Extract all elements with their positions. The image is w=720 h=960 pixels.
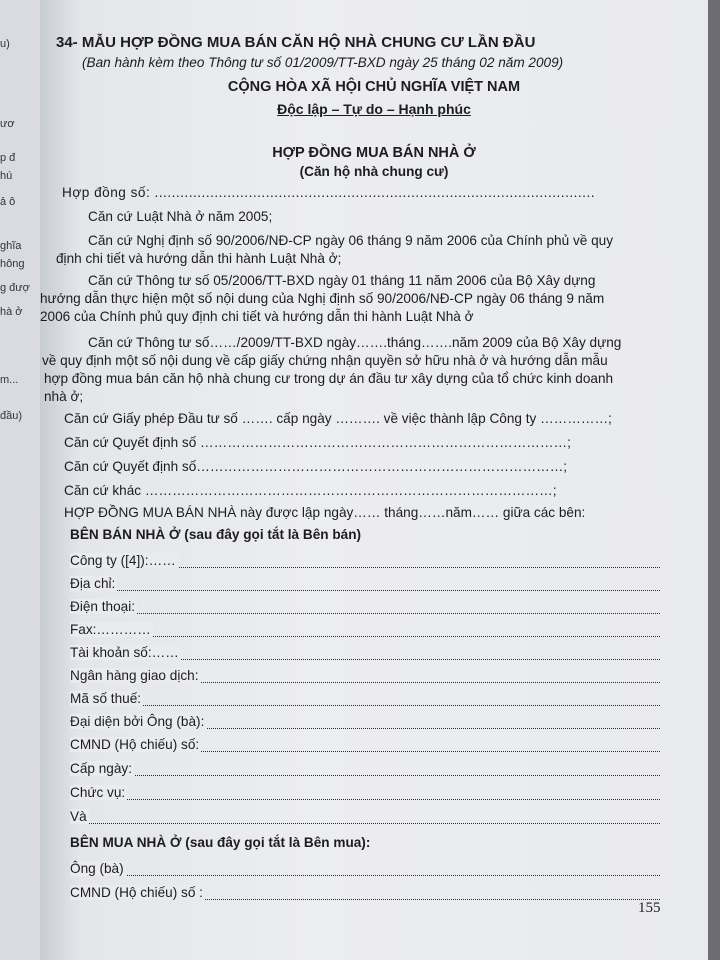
field-rule [70,705,660,706]
basis-line: hợp đồng mua bán căn hộ nhà chung cư trong dự án đầu tư xây dựng của tổ chức kinh doanh [44,371,614,386]
contract-number: Hợp đồng số: ....................................................................................................... [62,185,596,200]
seller-field [70,688,660,708]
field-label: Cấp ngày: [70,761,132,776]
margin-fragment: u) [0,38,10,50]
margin-fragment: hú [0,170,13,182]
page-stack-edge [708,0,720,960]
basis-line: Căn cứ Thông tư số 05/2006/TT-BXD ngày 01 tháng 11 năm 2006 của Bộ Xây dựng [88,273,596,288]
buyer-field [70,882,660,902]
basis-line: Căn cứ khác ………………………………………………………………………………; [64,483,557,498]
basis-line: hướng dẫn thực hiện một số nội dung của Nghị định số 90/2006/NĐ-CP ngày 06 tháng 9 năm [40,291,605,306]
document-page [40,0,708,960]
seller-field [70,550,660,570]
field-label: Và [70,809,87,824]
buyer-field [70,858,660,878]
motto-wrap [40,100,708,119]
field-label: Công ty ([4]):…… [70,553,176,568]
margin-fragment: đầu) [0,410,23,422]
basis-line: Căn cứ Quyết định số………………………………………………………………………; [64,459,568,474]
seller-field [70,806,660,826]
basis-line: Căn cứ Giấy phép Đầu tư số ……. cấp ngày ………. về việc thành lập Công ty ……………; [64,411,612,426]
margin-fragment: ghĩa [0,240,22,252]
field-rule [70,799,660,800]
seller-field [70,642,660,662]
nation-name: CỘNG HÒA XÃ HỘI CHỦ NGHĨA VIỆT NAM [227,79,521,95]
basis-line: Căn cứ Thông tư số……/2009/TT-BXD ngày…….tháng…….năm 2009 của Bộ Xây dựng [88,335,622,350]
buyer-heading: BÊN MUA NHÀ Ở (sau đây gọi tắt là Bên mua): [70,835,371,850]
basis-line: Căn cứ Quyết định số ………………………………………………………………………; [64,435,571,450]
basis-line: Căn cứ Nghị định số 90/2006/NĐ-CP ngày 06 tháng 9 năm 2006 của Chính phủ về quy [88,233,613,248]
margin-fragment: hông [0,258,25,270]
field-label: Ngân hàng giao dịch: [70,668,199,683]
issued-note: (Ban hành kèm theo Thông tư số 01/2009/TT-BXD ngày 25 tháng 02 năm 2009) [82,55,564,70]
field-label: Tài khoản số:…… [70,645,179,660]
basis-line: 2006 của Chính phủ quy định chi tiết và hướng dẫn thi hành Luật Nhà ở [40,309,474,324]
basis-line: về quy định một số nội dung về cấp giấy chứng nhận quyền sở hữu nhà ở và hướng dẫn mẫu [42,353,608,368]
seller-field [70,711,660,731]
margin-fragment: m... [0,374,19,386]
margin-fragment: g đượ [0,282,30,294]
margin-fragment: ả ô [0,196,16,208]
field-label: Địa chỉ: [70,576,116,591]
field-label: Fax:………… [70,622,151,637]
field-rule [70,590,660,591]
seller-field [70,596,660,616]
basis-line: Căn cứ Luật Nhà ở năm 2005; [88,209,273,224]
motto: Độc lập – Tự do – Hạnh phúc [277,101,471,117]
seller-field [70,782,660,802]
field-label: Chức vụ: [70,785,126,800]
margin-fragment: p đ [0,152,16,164]
seller-field [70,619,660,639]
field-rule [70,875,660,876]
seller-field [70,665,660,685]
field-rule [70,775,660,776]
seller-field [70,758,660,778]
page-number: 155 [638,900,661,916]
seller-field [70,573,660,593]
margin-fragment: hà ở [0,306,23,318]
basis-line: HỢP ĐỒNG MUA BÁN NHÀ này được lập ngày…… tháng……năm…… giữa các bên: [64,505,586,520]
field-label: CMND (Hộ chiếu) số: [70,737,200,752]
field-rule [70,613,660,614]
field-rule [70,823,660,824]
contract-title: HỢP ĐỒNG MUA BÁN NHÀ Ở [272,145,476,161]
field-rule [70,636,660,637]
field-label: Mã số thuế: [70,691,142,706]
margin-fragment: ươ [0,118,15,130]
field-label: Đại diện bởi Ông (bà): [70,714,205,729]
field-label: Ông (bà) [70,861,124,876]
adjacent-page-edge [0,0,41,960]
field-label: CMND (Hộ chiếu) số : [70,885,203,900]
contract-subtitle: (Căn hộ nhà chung cư) [299,164,449,179]
field-label: Điện thoại: [70,599,135,614]
basis-line: nhà ở; [44,389,84,404]
form-heading: 34- MẪU HỢP ĐỒNG MUA BÁN CĂN HỘ NHÀ CHUNG CƯ LẦN ĐẦU [56,34,536,51]
seller-field [70,734,660,754]
basis-line: định chi tiết và hướng dẫn thi hành Luật Nhà ở; [56,251,342,266]
seller-heading: BÊN BÁN NHÀ Ở (sau đây gọi tắt là Bên bán) [70,527,362,542]
